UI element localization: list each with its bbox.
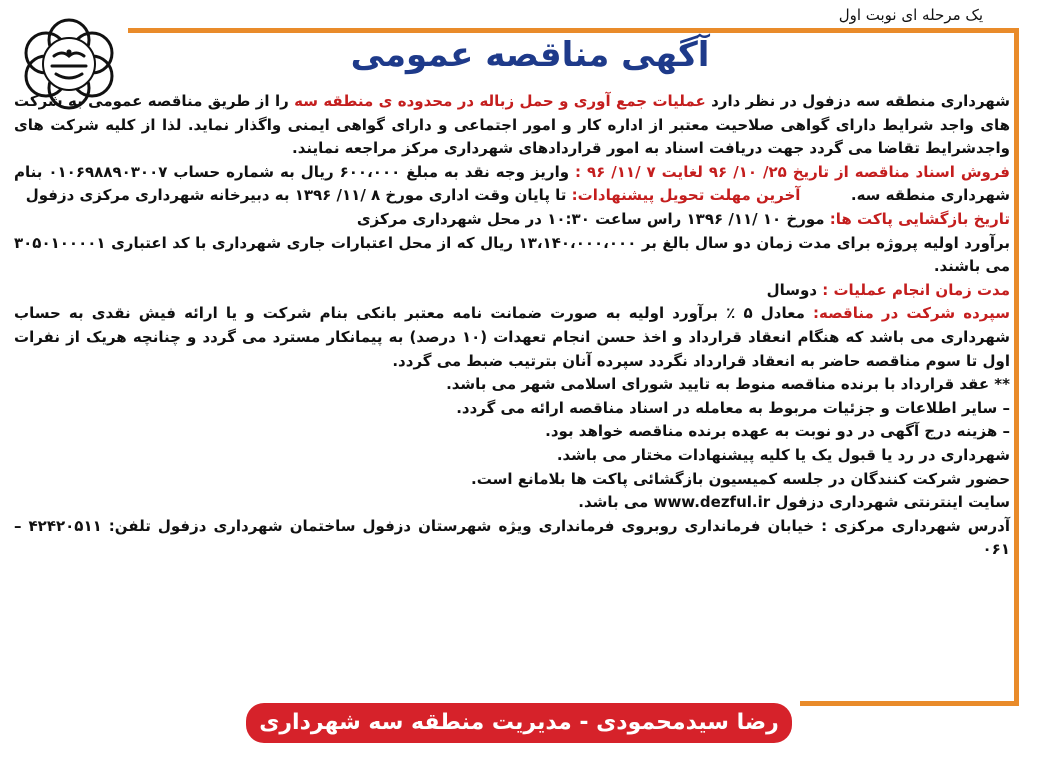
sale-paragraph <box>14 161 1010 208</box>
duration-label: مدت زمان انجام عملیات : <box>822 280 1010 299</box>
intro-part1: شهرداری منطقه سه دزفول در نظر دارد <box>711 92 1010 110</box>
opening-text: مورخ ۱۰ /۱۱/ ۱۳۹۶ راس ساعت ۱۰:۳۰ در محل شهرداری مرکزی <box>356 209 825 228</box>
deadline-label: آخرین مهلت تحویل پیشنهادات: <box>571 186 801 205</box>
website-suffix: می باشد. <box>578 493 649 512</box>
duration-paragraph <box>14 279 1010 303</box>
frame-right-border <box>1014 28 1019 706</box>
notice-body <box>14 90 1010 562</box>
signature-banner: رضا سیدمحمودی - مدیریت منطقه سه شهرداری دزفول <box>246 703 792 743</box>
estimate-paragraph: برآورد اولیه پروژه برای مدت زمان دو سال بالغ بر ۱۳،۱۴۰،۰۰۰،۰۰۰ ریال که از محل اعتبارات جاری شهرداری با کد اعتباری ۳۰۵۰۱۰۰۰۰۱ می باشند. <box>14 233 1010 276</box>
note-item: ** عقد قرارداد با برنده مناقصه منوط به تایید شورای اسلامی شهر می باشد. <box>446 375 1010 394</box>
sale-label: فروش اسناد مناقصه از تاریخ ۲۵/ ۱۰/ ۹۶ لغایت ۷ /۱۱/ ۹۶ : <box>575 162 1011 181</box>
website-paragraph <box>14 491 1010 515</box>
opening-paragraph <box>14 208 1010 232</box>
note-item: شهرداری در رد یا قبول یک یا کلیه پیشنهادات مختار می باشد. <box>556 445 1010 464</box>
deposit-text: معادل ۵ ٪ برآورد اولیه به صورت ضمانت نامه معتبر بانکی بنام شرکت و یا ارائه فیش نقدی به حساب شهرداری می باشد که هنگام انعقاد قرارداد و اخذ حسن انجام تعهدات (۱۰ درصد) به پیمانکار مسترد می گردد و چنانچه هریک از نفرات اول تا سوم مناقصه حاضر به انعقاد قرارداد نگردد سپرده آنان بترتیب ضبط می گردد. <box>14 304 1010 370</box>
deposit-paragraph <box>14 302 1010 373</box>
address-paragraph: آدرس شهرداری مرکزی : خیابان فرمانداری روبروی فرمانداری ویژه شهرستان دزفول ساختمان شهرداری دزفول تلفن: ۴۲۴۲۰۵۱۱ – ۰۶۱ <box>14 516 1010 559</box>
frame-bottom-border <box>800 701 1019 706</box>
stage-note: یک مرحله ای نوبت اول <box>838 6 983 24</box>
sale-text: واریز وجه نقد به مبلغ ۶۰۰،۰۰۰ ریال به شماره حساب ۰۱۰۶۹۸۸۹۰۳۰۰۷ بنام شهرداری منطقه سه. <box>14 162 1010 205</box>
website-link[interactable]: www.dezful.ir <box>653 493 771 512</box>
duration-text: دوسال <box>766 280 818 299</box>
opening-label: تاریخ بازگشایی پاکت ها: <box>829 209 1010 228</box>
notice-title: آگهی مناقصه عمومی <box>350 35 710 75</box>
deadline-text: تا پایان وقت اداری مورخ ۸ /۱۱/ ۱۳۹۶ به دبیرخانه شهرداری مرکزی دزفول <box>25 186 567 205</box>
project-title: عملیات جمع آوری و حمل زباله در محدوده ی منطقه سه <box>294 92 706 110</box>
note-item: حضور شرکت کنندگان در جلسه کمیسیون بازگشائی پاکت ها بلامانع است. <box>471 469 1010 488</box>
website-prefix: سایت اینترنتی شهرداری دزفول <box>775 493 1010 512</box>
deposit-label: سپرده شرکت در مناقصه: <box>813 304 1010 323</box>
note-item: – سایر اطلاعات و جزئیات مربوط به معامله در اسناد مناقصه ارائه می گردد. <box>456 398 1010 417</box>
intro-paragraph <box>14 90 1010 161</box>
note-item: – هزینه درج آگهی در دو نوبت به عهده برنده مناقصه خواهد بود. <box>545 422 1010 441</box>
intro-part2: را از طریق مناقصه عمومی به شرکت های واجد شرایط دارای گواهی صلاحیت معتبر از اداره کار و امور اجتماعی و دارای گواهی ایمنی واگذار نماید. لذا از کلیه شرکت های واجدشرایط تقاضا می گردد جهت دریافت اسناد به امور قراردادهای شهرداری مرکز مراجعه نمایند. <box>14 92 1010 158</box>
